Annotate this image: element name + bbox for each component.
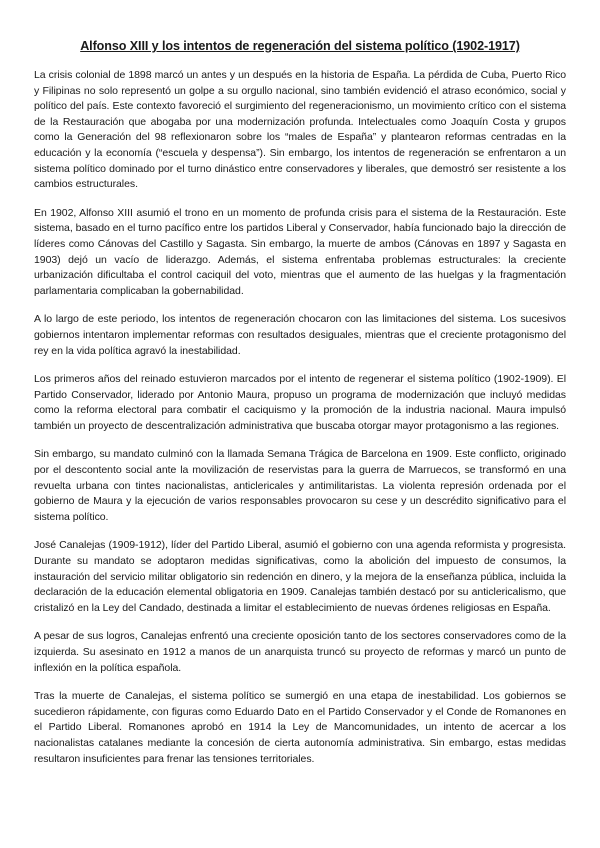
document-page [34, 38, 566, 780]
paragraph-1: La crisis colonial de 1898 marcó un antes y un después en la historia de España. La pérdida de Cuba, Puerto Rico y Filipinas no solo representó un golpe a su orgullo nacional, sino también evidenció el atraso económico, social y político del país. Este contexto favoreció el surgimiento del regeneracionismo, un movimiento crítico con el sistema de la Restauración que abogaba por una modernización profunda. Intelectuales como Joaquín Costa y grupos como la Generación del 98 reflexionaron sobre los “males de España” y plantearon reformas centradas en la educación y la economía (“escuela y despensa”). Sin embargo, los intentos de regeneración se enfrentaron a un sistema político dominado por el turno dinástico entre conservadores y liberales, que demostró ser resistente a los cambios estructurales. [34, 69, 566, 191]
paragraph-4: Los primeros años del reinado estuvieron marcados por el intento de regenerar el sistema político (1902-1909). El Partido Conservador, liderado por Antonio Maura, propuso un programa de modernización que incluyó medidas como la reforma electoral para combatir el caciquismo y la promoción de la industria nacional. Maura impulsó también un proyecto de descentralización administrativa que buscaba otorgar mayor protagonismo a las regiones. [34, 373, 566, 432]
document-title: Alfonso XIII y los intentos de regeneración del sistema político (1902-1917) [80, 39, 520, 53]
paragraph-5: Sin embargo, su mandato culminó con la llamada Semana Trágica de Barcelona en 1909. Este conflicto, originado por el descontento social ante la movilización de reservistas para la guerra de Marruecos, se transformó en una revuelta urbana con tintes nacionalistas, anticlericales y antimilitaristas. La violenta represión ordenada por el gobierno de Maura y la ejecución de varios responsables provocaron su cese y un descrédito significativo para el sistema político. [34, 448, 566, 523]
paragraph-8: Tras la muerte de Canalejas, el sistema político se sumergió en una etapa de inestabilidad. Los gobiernos se sucedieron rápidamente, con figuras como Eduardo Dato en el Partido Conservador y el Conde de Romanones en el Partido Liberal. Romanones aprobó en 1914 la Ley de Mancomunidades, un intento de acercar a los nacionalistas catalanes mediante la concesión de cierta autonomía administrativa. Sin embargo, estas medidas resultaron insuficientes para frenar las tensiones territoriales. [34, 690, 566, 765]
paragraph-7: A pesar de sus logros, Canalejas enfrentó una creciente oposición tanto de los sectores conservadores como de la izquierda. Su asesinato en 1912 a manos de un anarquista truncó su proyecto de reformas y marcó un punto de inflexión en la política española. [34, 630, 566, 674]
paragraph-6: José Canalejas (1909-1912), líder del Partido Liberal, asumió el gobierno con una agenda reformista y progresista. Durante su mandato se adoptaron medidas significativas, como la abolición del impuesto de consumos, la instauración del servicio militar obligatorio sin redención en dinero, y la mejora de la enseñanza pública, incluida la declaración de la educación elemental obligatoria en 1909. Canalejas también destacó por su anticlericalismo, que cristalizó en la Ley del Candado, destinada a limitar el establecimiento de nuevas órdenes religiosas en España. [34, 539, 566, 614]
paragraph-2: En 1902, Alfonso XIII asumió el trono en un momento de profunda crisis para el sistema de la Restauración. Este sistema, basado en el turno pacífico entre los partidos Liberal y Conservador, había funcionado bajo la dirección de líderes como Cánovas del Castillo y Sagasta. Sin embargo, la muerte de ambos (Cánovas en 1897 y Sagasta en 1903) dejó un vacío de liderazgo. Además, el sistema enfrentaba problemas estructurales: la creciente urbanización dificultaba el control caciquil del voto, mientras que el aumento de las huelgas y la fragmentación parlamentaria complicaban la gobernabilidad. [34, 206, 566, 297]
paragraph-3: A lo largo de este periodo, los intentos de regeneración chocaron con las limitaciones del sistema. Los sucesivos gobiernos intentaron implementar reformas con resultados desiguales, mientras que el creciente protagonismo del rey en la vida política agravó la inestabilidad. [34, 313, 566, 357]
